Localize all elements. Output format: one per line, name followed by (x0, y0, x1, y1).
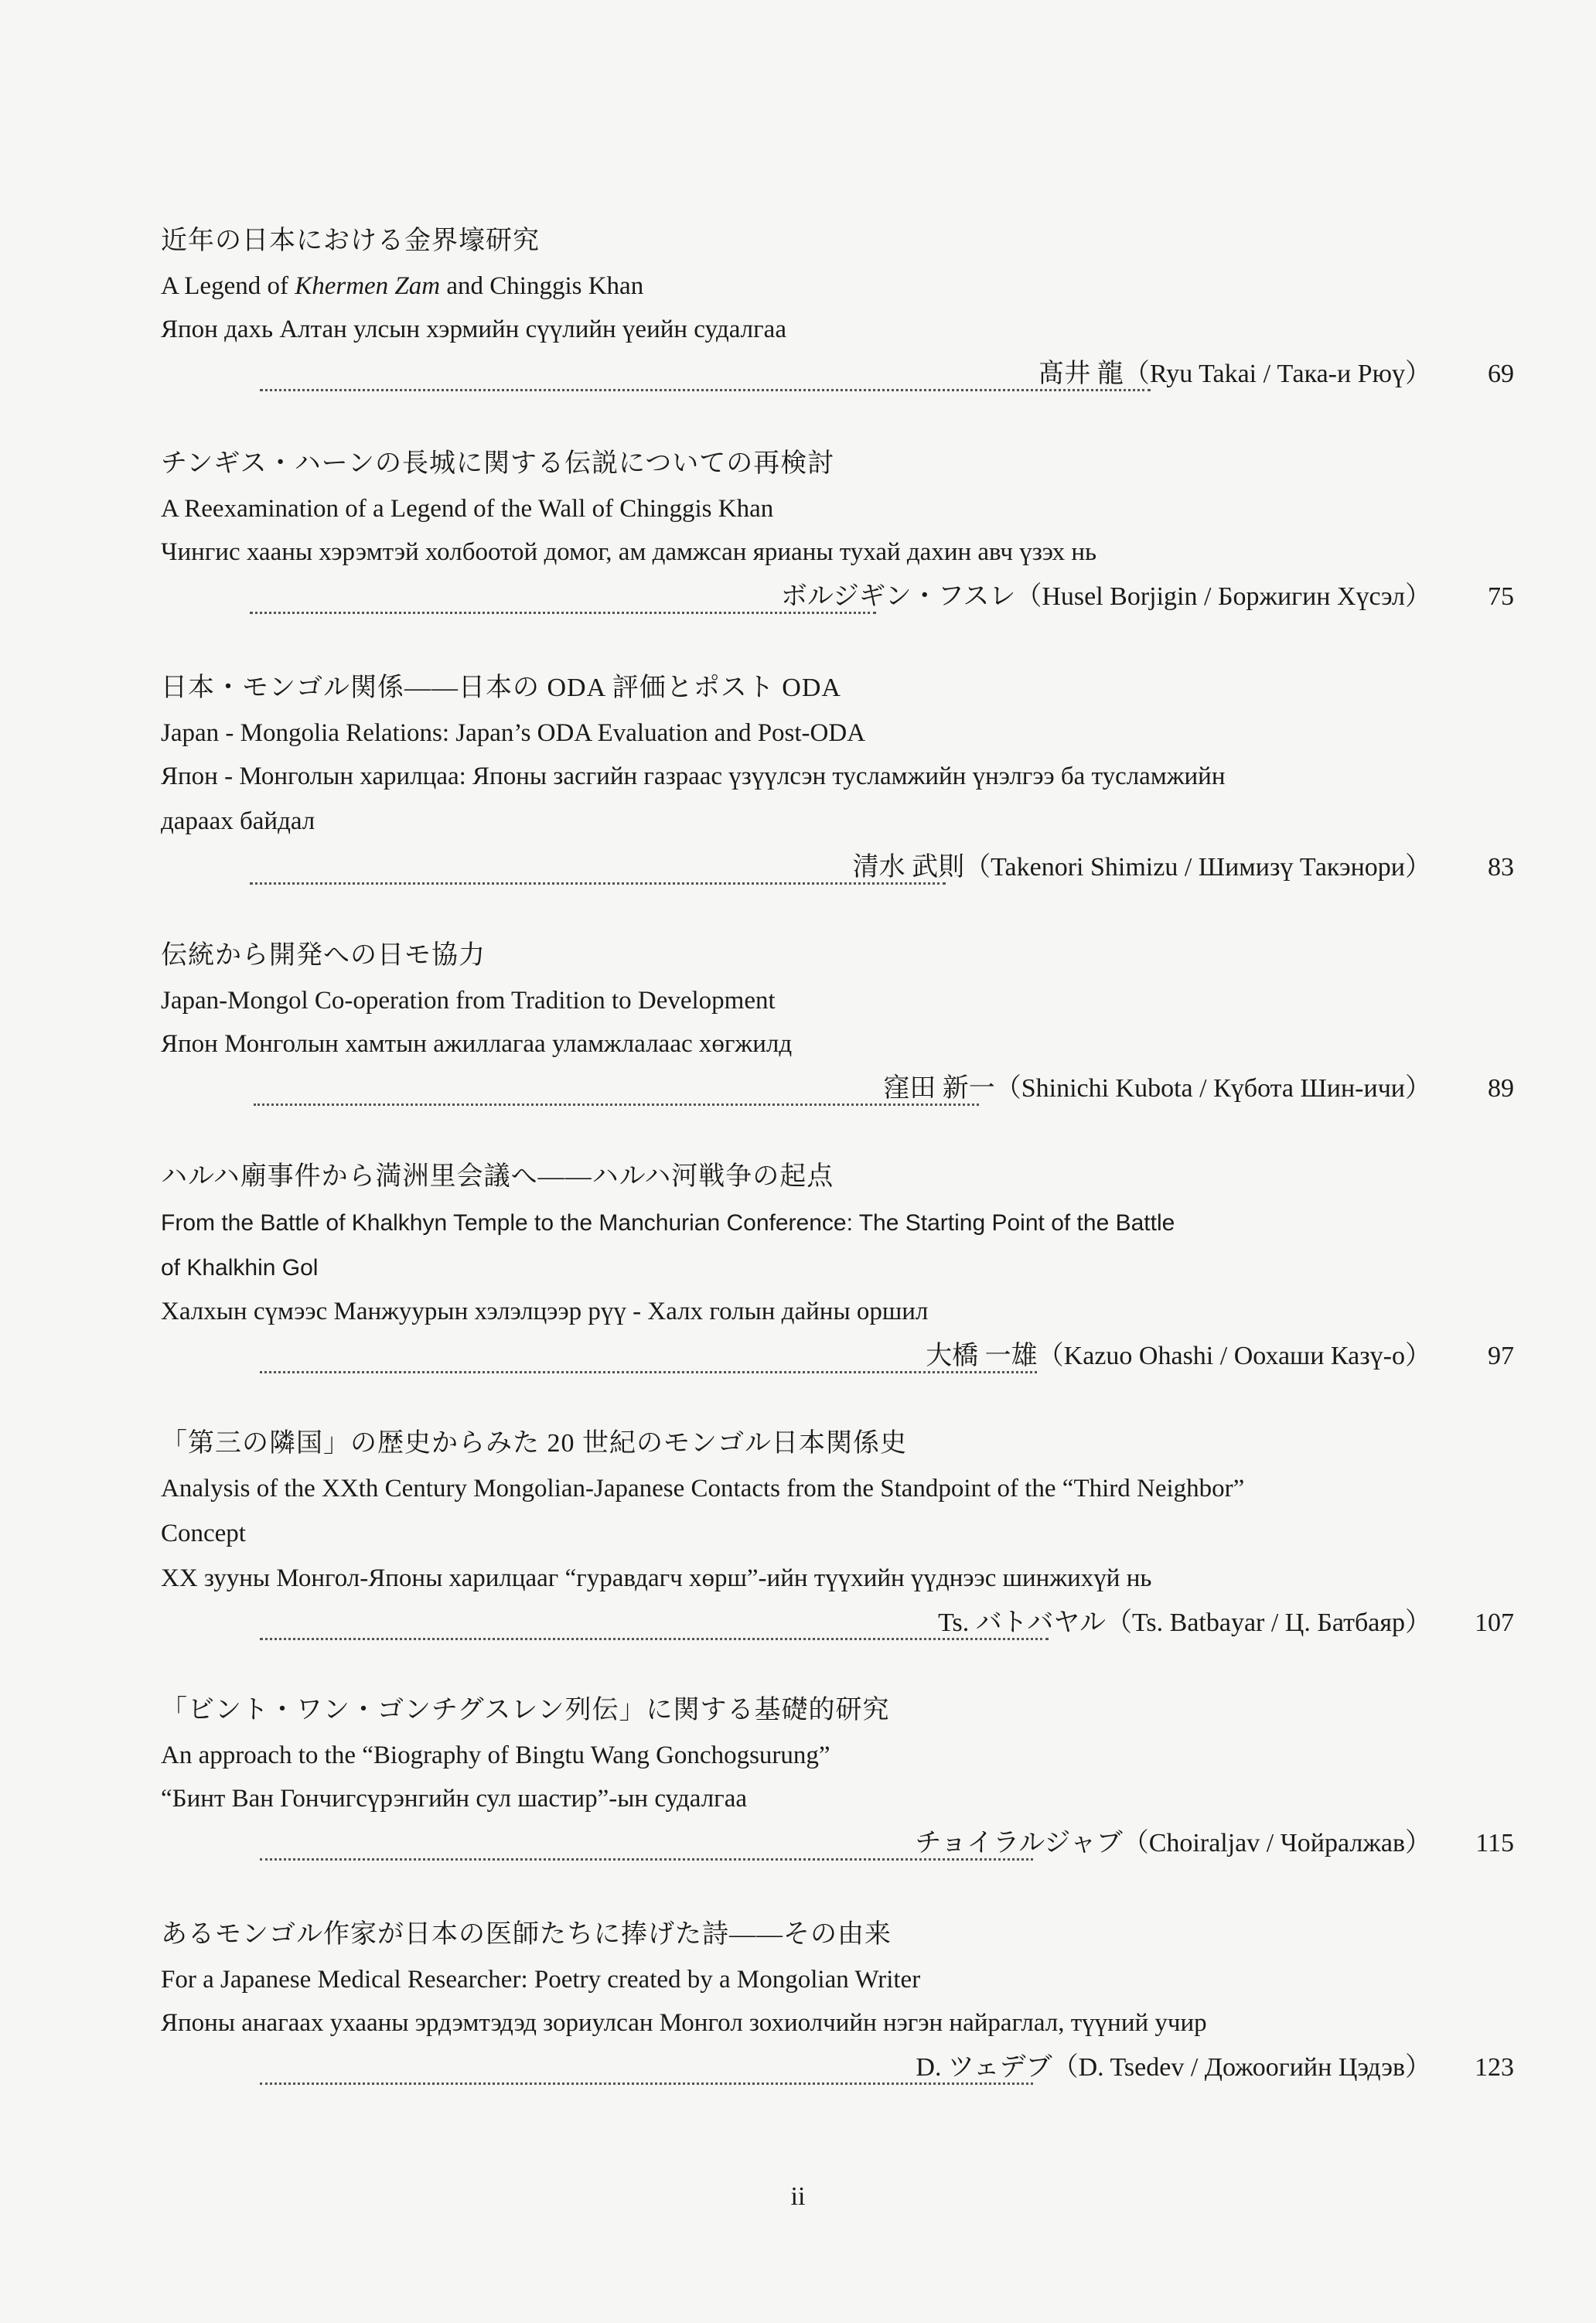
page-number: 75 (1488, 582, 1514, 611)
leader-dots (254, 1104, 979, 1106)
author: Ts. バトバヤル（Ts. Batbayar / Ц. Батбаяр） (938, 1608, 1431, 1637)
title-en: For a Japanese Medical Researcher: Poetry created by a Mongolian Writer (161, 1966, 921, 1994)
page-number: 123 (1475, 2053, 1514, 2082)
title-ja: 伝統から開発への日モ協力 (161, 941, 486, 970)
author: 大橋 一雄（Kazuo Ohashi / Оохаши Казү-о） (926, 1342, 1431, 1370)
title-en: Japan-Mongol Co-operation from Tradition to Development (161, 987, 776, 1015)
title-ja: 近年の日本における金界壕研究 (161, 227, 540, 255)
page-number: 69 (1488, 360, 1514, 388)
page-number: 107 (1475, 1608, 1514, 1637)
author: ボルジギン・フスレ（Husel Borjigin / Боржигин Хүсэл） (780, 582, 1431, 611)
title-en: A Reexamination of a Legend of the Wall of Chinggis Khan (161, 495, 774, 523)
leader-dots (260, 1371, 1037, 1373)
author: チョイラルジャブ（Choiraljav / Чойралжав） (915, 1829, 1431, 1857)
leader-dots (250, 882, 946, 885)
author: 窪田 新一（Shinichi Kubota / Күбота Шин-ичи） (883, 1074, 1431, 1103)
title-ja: 「ビント・ワン・ゴンチグスレン列伝」に関する基礎的研究 (161, 1696, 890, 1724)
title-mn: Чингис хааны хэрэмтэй холбоотой домог, ам дамжсан ярианы тухай дахин авч үзэх нь (161, 538, 1097, 566)
title-en: Japan - Mongolia Relations: Japan’s ODA Evaluation and Post-ODA (161, 719, 866, 747)
title-mn: Халхын сүмээс Манжуурын хэлэлцээр рүү - Халх голын дайны оршил (161, 1298, 929, 1325)
page-number: 89 (1488, 1074, 1514, 1103)
author: 髙井 龍（Ryu Takai / Така-и Рюү） (1038, 360, 1431, 388)
title-mn: Япон Монголын хамтын ажиллагаа уламжлалаас хөгжилд (161, 1030, 793, 1058)
author: 清水 武則（Takenori Shimizu / Шимизү Такэнори） (852, 853, 1431, 882)
page-number: 97 (1488, 1342, 1514, 1370)
title-mn-cont: дараах байдал (161, 807, 315, 835)
title-en-cont: Concept (161, 1520, 246, 1547)
page-footer-number: ii (790, 2182, 806, 2211)
title-ja: 日本・モンゴル関係――日本の ODA 評価とポスト ODA (161, 674, 841, 702)
page-number: 83 (1488, 853, 1514, 882)
title-mn: XX зууны Монгол-Японы харилцааг “гуравдагч хөрш”-ийн түүхийн үүднээс шинжихүй нь (161, 1564, 1152, 1592)
title-en: An approach to the “Biography of Bingtu Wang Gonchogsurung” (161, 1741, 830, 1769)
title-mn: Япон дахь Алтан улсын хэрмийн сүүлийн үеийн судалгаа (161, 316, 786, 343)
title-ja: 「第三の隣国」の歴史からみた 20 世紀のモンゴル日本関係史 (161, 1429, 907, 1458)
title-en: From the Battle of Khalkhyn Temple to the Manchurian Conference: The Starting Point of the Battle (161, 1210, 1175, 1236)
author: D. ツェデブ（D. Tsedev / Дожоогийн Цэдэв） (916, 2053, 1431, 2082)
leader-dots (260, 1638, 1049, 1640)
title-en-cont: of Khalkhin Gol (161, 1255, 319, 1281)
title-mn: Япон - Монголын харилцаа: Японы засгийн газраас үзүүлсэн тусламжийн үнэлгээ ба тусламжийн (161, 762, 1226, 790)
title-ja: あるモンゴル作家が日本の医師たちに捧げた詩――その由来 (161, 1920, 892, 1949)
leader-dots (260, 389, 1151, 391)
page-number: 115 (1475, 1829, 1514, 1857)
title-en: Analysis of the XXth Century Mongolian-Japanese Contacts from the Standpoint of the “Third Neighbor” (161, 1475, 1245, 1503)
title-mn: Японы анагаах ухааны эрдэмтэдэд зориулсан Монгол зохиолчийн нэгэн найраглал, түүний учир (161, 2009, 1207, 2037)
title-ja: チンギス・ハーンの長城に関する伝説についての再検討 (161, 449, 835, 478)
title-ja: ハルハ廟事件から満洲里会議へ――ハルハ河戦争の起点 (161, 1162, 834, 1191)
title-en: A Legend of Khermen Zam and Chinggis Khan (161, 272, 644, 300)
title-mn: “Бинт Ван Гончигсүрэнгийн сул шастир”-ын судалгаа (161, 1785, 747, 1813)
